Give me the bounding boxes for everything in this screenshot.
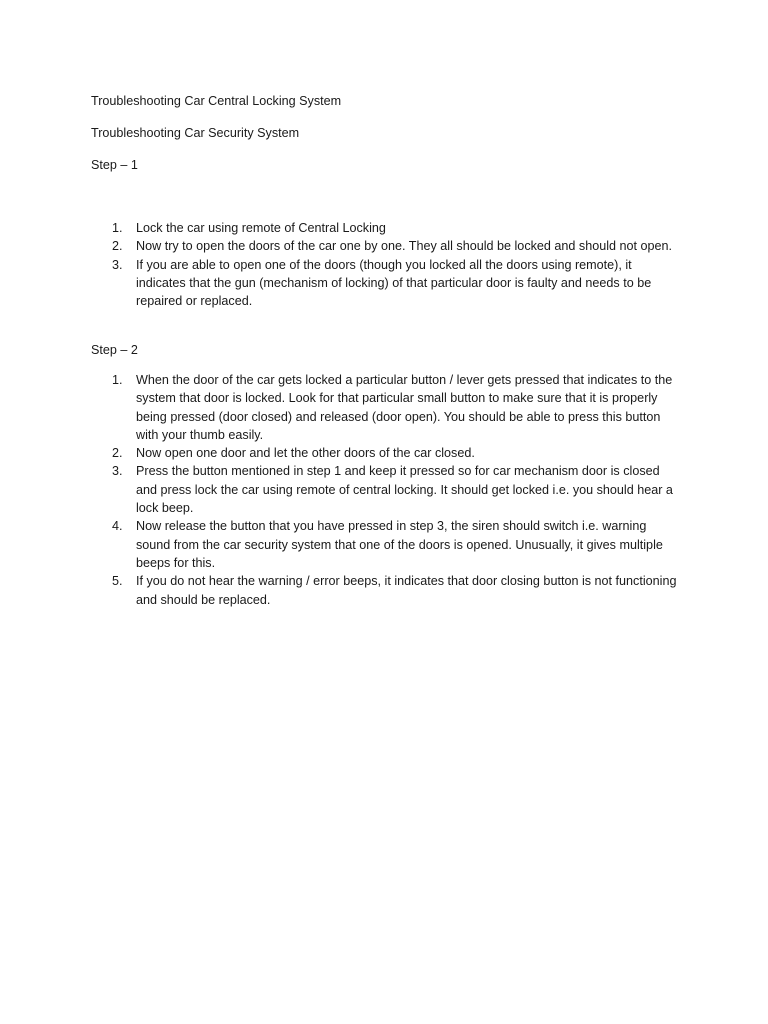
list-item (0, 256, 768, 311)
list-item-number: 2. (112, 446, 123, 461)
list-item-text: Press the button mentioned in step 1 and keep it pressed so for car mechanism door is closed and press lock the car using remote of central locking. It should get locked i.e. you should hear a lock beep. (136, 464, 673, 516)
list-item-text: Now try to open the doors of the car one by one. They all should be locked and should not open. (136, 239, 673, 254)
list-item (0, 572, 768, 609)
list-item (0, 444, 768, 462)
list-item-text: Now open one door and let the other doors of the car closed. (136, 446, 475, 461)
step-1-list (0, 219, 768, 310)
list-item-text: Now release the button that you have pressed in step 3, the siren should switch i.e. warning sound from the car security system that one of the doors is opened. Unusually, it gives multiple beeps for this. (136, 519, 663, 570)
list-item (0, 237, 768, 255)
list-item-number: 2. (112, 239, 123, 254)
list-item-number: 1. (112, 373, 123, 387)
list-item-text: Lock the car using remote of Central Locking (136, 221, 386, 235)
list-item-number: 4. (112, 519, 123, 534)
list-item-text: If you are able to open one of the doors (though you locked all the doors using remote), it indicates that the gun (mechanism of locking) of that particular door is faulty and needs to be repaired or replaced. (136, 257, 652, 309)
list-item-number: 3. (112, 464, 123, 479)
document-title-central-locking: Troubleshooting Car Central Locking System (91, 94, 342, 108)
list-item (0, 517, 768, 572)
list-item (0, 371, 768, 444)
list-item-text: If you do not hear the warning / error beeps, it indicates that door closing button is not functioning and should be replaced. (136, 574, 677, 607)
list-item-text: When the door of the car gets locked a particular button / lever gets pressed that indicates to the system that door is locked. Look for that particular small button to make sure that it is properly being pressed (door closed) and released (door open). You should be able to press this button with your thumb easily. (136, 373, 673, 442)
list-item-number: 1. (112, 221, 123, 235)
document-title-security-system: Troubleshooting Car Security System (91, 126, 300, 140)
step-2-list (0, 371, 768, 609)
list-item-number: 3. (112, 257, 123, 272)
step-1-heading: Step – 1 (91, 158, 138, 172)
list-item-number: 5. (112, 574, 123, 589)
step-2-heading: Step – 2 (91, 343, 138, 357)
list-item (0, 462, 768, 517)
list-item (0, 219, 768, 237)
